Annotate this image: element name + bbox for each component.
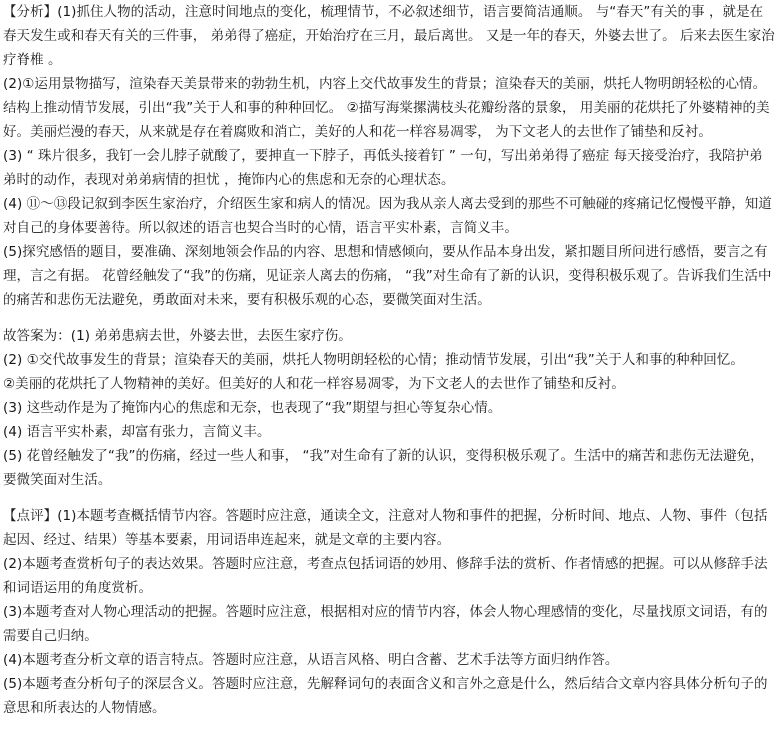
comment-paragraph-2: (2)本题考查赏析句子的表达效果。答题时应注意，考查点包括词语的妙用、修辞手法的赏析、作者情感的把握。可以从修辞手法和词语运用的角度赏析。 bbox=[3, 556, 768, 596]
answer-paragraph-5: (4) 语言平实朴素，却富有张力，言简义丰。 bbox=[3, 424, 271, 440]
comment-paragraph-3: (3)本题考查对人物心理活动的把握。答题时应注意，根据相对应的情节内容，体会人物心理感情的变化，尽量找原文词语，有的需要自己归纳。 bbox=[3, 604, 768, 644]
answer-paragraph-4: (3) 这些动作是为了掩饰内心的焦虑和无奈，也表现了“我”期望与担心等复杂心情。 bbox=[3, 400, 502, 416]
analysis-section bbox=[3, 0, 775, 312]
analysis-paragraph-1: 【分析】(1)抓住人物的活动，注意时间地点的变化，梳理情节，不必叙述细节，语言要简洁通顺。 与“春天”有关的事 ，就是在春天发生或和春天有关的三件事， 弟弟得了癌症，开始治疗在三月，最后离世。 又是一年的春天，外婆去世了。 后来去医生家治疗脊椎 。 bbox=[3, 4, 775, 68]
answer-paragraph-6: (5) 花曾经触发了“我”的伤痛，经过一些人和事， “我”对生命有了新的认识，变得积极乐观了。生活中的痛苦和悲伤无法避免，要微笑面对生活。 bbox=[3, 448, 764, 488]
answer-paragraph-1: 故答案为：(1) 弟弟患病去世，外婆去世，去医生家疗伤。 bbox=[3, 328, 352, 344]
answer-paragraph-2: (2) ①交代故事发生的背景；渲染春天的美丽，烘托人物明朗轻松的心情；推动情节发展，引出“我”关于人和事的种种回忆。 bbox=[3, 352, 744, 368]
analysis-paragraph-4: (4) ⑪～⑬段记叙到李医生家治疗，介绍医生家和病人的情况。因为我从亲人离去受到的那些不可触碰的疼痛记忆慢慢平静，知道对自己的身体要善待。所以叙述的语言也契合当时的心情，语言平实朴素，言简义丰。 bbox=[3, 196, 772, 236]
analysis-paragraph-5: (5)探究感悟的题目，要准确、深刻地领会作品的内容、思想和情感倾向，要从作品本身出发，紧扣题目所问进行感悟，要言之有理，言之有据。 花曾经触发了“我”的伤痛，见证亲人离去的伤痛， “我”对生命有了新的认识，变得积极乐观了。告诉我们生活中的痛苦和悲伤无法避免，勇敢面对未来，要有积极乐观的心态，要微笑面对生活。 bbox=[3, 244, 772, 308]
section-spacer bbox=[3, 312, 775, 324]
section-spacer bbox=[3, 492, 775, 504]
analysis-paragraph-3: (3) “ 珠片很多，我钉一会儿脖子就酸了，要抻直一下脖子，再低头接着钉 ” 一句，写出弟弟得了癌症 每天接受治疗，我陪护弟弟时的动作，表现对弟弟病情的担忧 ，掩饰内心的焦虑和无奈的心理状态。 bbox=[3, 148, 763, 188]
answer-paragraph-3: ②美丽的花烘托了人物精神的美好。但美好的人和花一样容易凋零，为下文老人的去世作了铺垫和反衬。 bbox=[3, 376, 625, 392]
comment-paragraph-1: 【点评】(1)本题考查概括情节内容。答题时应注意，通读全文，注意对人物和事件的把握，分析时间、地点、人物、事件（包括起因、经过、结果）等基本要素，用词语串连起来，就是文章的主要内容。 bbox=[3, 508, 768, 548]
comment-paragraph-5: (5)本题考查分析句子的深层含义。答题时应注意，先解释词句的表面含义和言外之意是什么，然后结合文章内容具体分析句子的意思和所表达的人物情感。 bbox=[3, 676, 768, 716]
analysis-paragraph-2: (2)①运用景物描写，渲染春天美景带来的勃勃生机，内容上交代故事发生的背景；渲染春天的美丽，烘托人物明朗轻松的心情。结构上推动情节发展，引出“我”关于人和事的种种回忆。 ②描写海棠摞满枝头花瓣纷落的景象， 用美丽的花烘托了外婆精神的美好。美丽烂漫的春天，从来就是存在着腐败和消亡，美好的人和花一样容易凋零， 为下文老人的去世作了铺垫和反衬。 bbox=[3, 76, 770, 140]
comment-paragraph-4: (4)本题考查分析文章的语言特点。答题时应注意，从语言风格、明白含蓄、艺术手法等方面归纳作答。 bbox=[3, 652, 619, 668]
comment-section bbox=[3, 504, 775, 720]
answer-section bbox=[3, 324, 775, 492]
